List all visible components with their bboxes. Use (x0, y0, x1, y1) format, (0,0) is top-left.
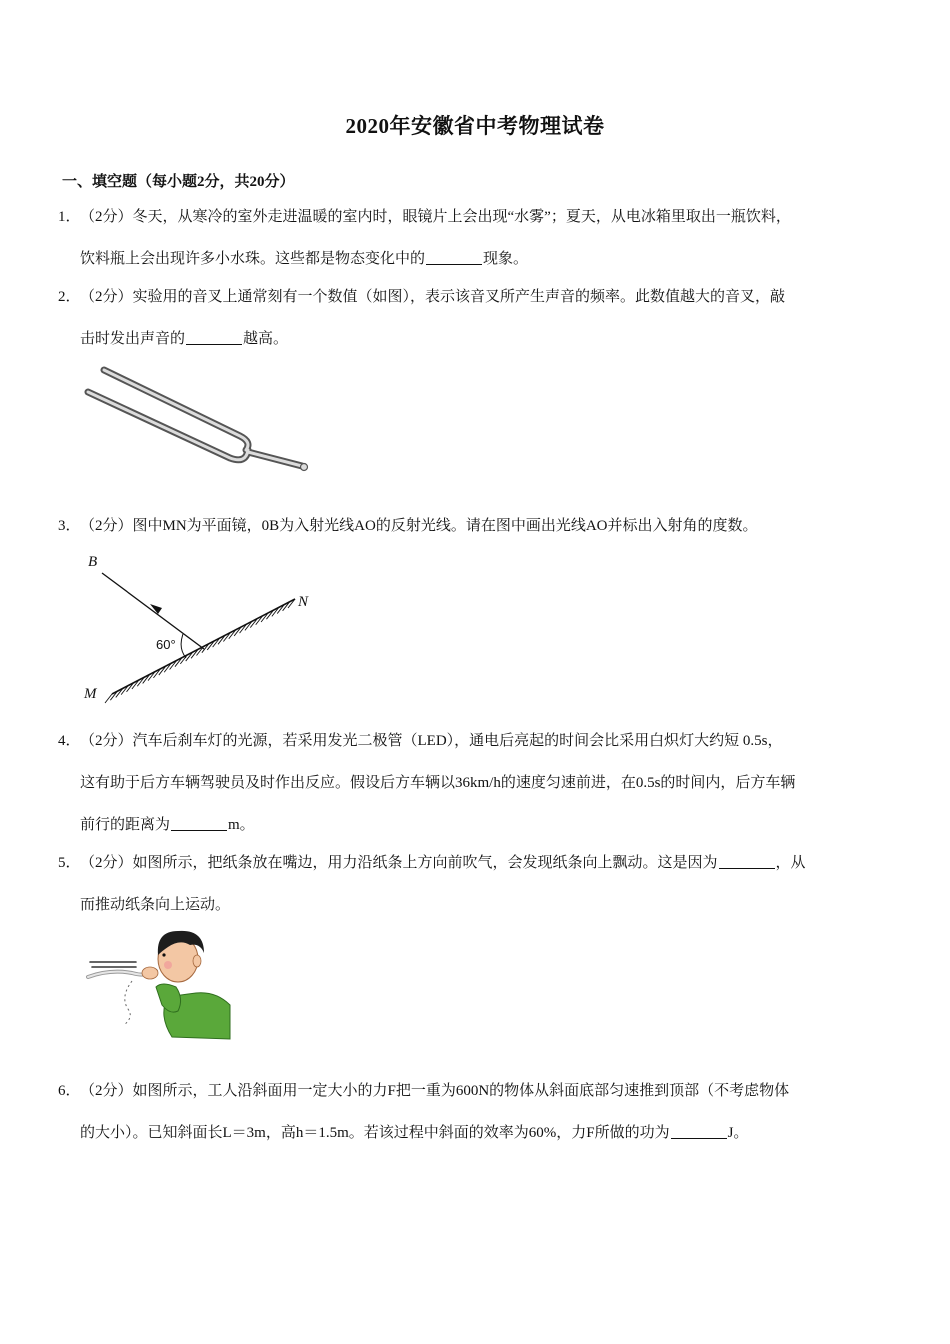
question-number: 6． (58, 1083, 81, 1099)
question-text: ，从 (775, 855, 806, 871)
question-number: 5． (58, 855, 81, 871)
question-text: 饮料瓶上会出现许多小水珠。这些都是物态变化中的 (80, 251, 426, 267)
question-1 (58, 196, 898, 280)
answer-blank[interactable] (719, 854, 775, 869)
label-n: N (298, 594, 309, 610)
question-2 (58, 276, 898, 360)
question-text: （2分）如图所示，工人沿斜面用一定大小的力F把一重为600N的物体从斜面底部匀速推到顶部（不考虑物体 (80, 1083, 790, 1099)
question-number: 2． (58, 289, 81, 305)
answer-blank[interactable] (671, 1124, 727, 1139)
question-6 (58, 1070, 898, 1154)
question-5 (58, 842, 898, 926)
label-b: B (88, 554, 98, 570)
tuning-fork-figure (80, 362, 320, 477)
question-4 (58, 720, 898, 846)
question-number: 3． (58, 518, 81, 534)
question-number: 4． (58, 733, 81, 749)
question-text: （2分）汽车后刹车灯的光源，若采用发光二极管（LED），通电后亮起的时间会比采用白炽灯大约短 0.5s， (80, 733, 783, 749)
question-text: 而推动纸条向上运动。 (80, 897, 231, 913)
question-text: 现象。 (483, 251, 529, 267)
question-text: J。 (727, 1125, 749, 1141)
question-text: 击时发出声音的 (80, 331, 186, 347)
answer-blank[interactable] (426, 250, 482, 265)
mirror-reflection-figure (80, 548, 325, 710)
question-3 (58, 505, 898, 547)
question-text: m。 (228, 817, 255, 833)
section-heading: 一、填空题（每小题2分，共20分） (62, 174, 295, 190)
question-text: （2分）冬天，从寒冷的室外走进温暖的室内时，眼镜片上会出现“水雾”；夏天，从电冰箱里取出一瓶饮料， (80, 209, 791, 225)
blowing-paper-figure (80, 925, 235, 1043)
answer-blank[interactable] (171, 816, 227, 831)
question-text: 越高。 (243, 331, 289, 347)
question-text: （2分）如图所示，把纸条放在嘴边，用力沿纸条上方向前吹气，会发现纸条向上飘动。这是因为 (80, 855, 718, 871)
page-title: 2020年安徽省中考物理试卷 (345, 114, 605, 138)
question-number: 1． (58, 209, 81, 225)
question-text: （2分）实验用的音叉上通常刻有一个数值（如图），表示该音叉所产生声音的频率。此数值越大的音叉，敲 (80, 289, 786, 305)
answer-blank[interactable] (186, 330, 242, 345)
angle-label: 60° (156, 637, 176, 652)
question-text: 的大小）。已知斜面长L＝3m，高h＝1.5m。若该过程中斜面的效率为60%，力F所做的功为 (80, 1125, 670, 1141)
question-text: （2分）图中MN为平面镜，0B为入射光线AO的反射光线。请在图中画出光线AO并标出入射角的度数。 (80, 518, 758, 534)
question-text: 前行的距离为 (80, 817, 171, 833)
question-text: 这有助于后方车辆驾驶员及时作出反应。假设后方车辆以36km/h的速度匀速前进，在0.5s的时间内，后方车辆 (80, 775, 796, 791)
label-m: M (84, 686, 97, 702)
